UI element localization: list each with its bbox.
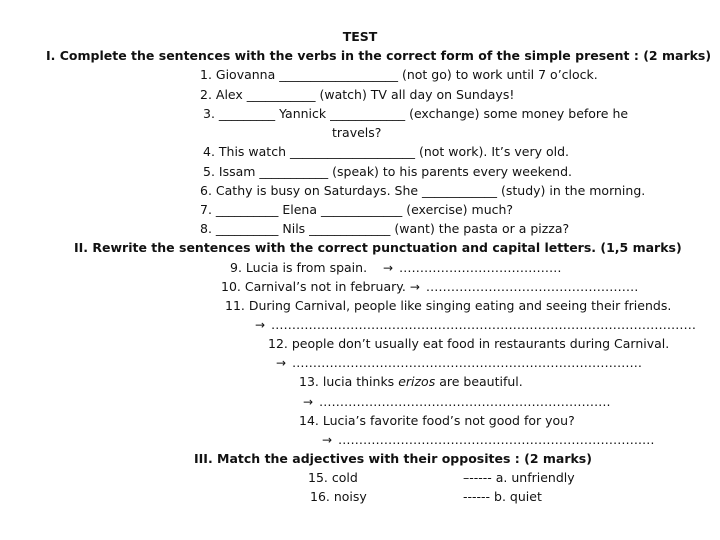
rewrite-13-italic-word: erizos [398, 374, 436, 389]
rewrite-14: 14. Lucia’s favorite food’s not good for you? [299, 413, 575, 428]
sentence-3: 3. _________ Yannick ____________ (exchange) some money before he [203, 106, 629, 121]
rewrite-13 [299, 376, 523, 389]
match-left-16: 16. noisy [310, 489, 367, 504]
arrow-right-icon: → [303, 395, 314, 409]
sentence-5: 5. Issam ___________ (speak) to his parents every weekend. [203, 164, 572, 179]
match-right-a: –----- a. unfriendly [463, 470, 575, 485]
arrow-right-icon: → [255, 318, 266, 332]
answer-line-10: …………………………………………… [425, 279, 639, 294]
sentence-3-continued: travels? [332, 125, 382, 140]
rewrite-9 [230, 262, 562, 275]
answer-12 [276, 357, 642, 370]
sentence-7: 7. __________ Elena _____________ (exercise) much? [200, 202, 514, 217]
section-1-heading: I. Complete the sentences with the verbs in the correct form of the simple present : (2 marks) [46, 48, 712, 63]
rewrite-13-pre: 13. lucia thinks [299, 374, 395, 389]
sentence-1: 1. Giovanna ___________________ (not go) to work until 7 o’clock. [200, 67, 598, 82]
answer-14 [322, 434, 655, 447]
arrow-right-icon: → [409, 280, 420, 294]
rewrite-11: 11. During Carnival, people like singing eating and seeing their friends. [225, 298, 672, 313]
answer-line-11: ………………………………………………………………………………………… [271, 317, 697, 332]
sentence-2: 2. Alex ___________ (watch) TV all day on Sundays! [200, 87, 515, 102]
answer-11 [255, 319, 696, 332]
answer-line-9: ………………………………… [399, 260, 562, 275]
answer-line-14: ……………………………………………………………….… [338, 432, 655, 447]
match-row-15 [308, 472, 358, 485]
rewrite-10-text: 10. Carnival’s not in february. [221, 279, 406, 294]
answer-13 [303, 396, 611, 409]
match-row-16 [310, 491, 367, 504]
answer-line-13: ……………………………………………………………. [319, 394, 611, 409]
rewrite-13-post: are beautiful. [439, 374, 523, 389]
test-title: TEST [342, 29, 378, 44]
rewrite-12: 12. people don’t usually eat food in restaurants during Carnival. [268, 336, 670, 351]
sentence-6: 6. Cathy is busy on Saturdays. She ____________ (study) in the morning. [200, 183, 646, 198]
answer-line-12: ………………………………………………………………………… [292, 355, 643, 370]
section-2-heading: II. Rewrite the sentences with the correct punctuation and capital letters. (1,5 marks) [74, 240, 682, 255]
rewrite-10 [221, 281, 638, 294]
sentence-4: 4. This watch ____________________ (not work). It’s very old. [203, 144, 570, 159]
match-right-b: ------ b. quiet [463, 489, 542, 504]
rewrite-9-text: 9. Lucia is from spain. [230, 260, 368, 275]
arrow-right-icon: → [322, 433, 333, 447]
match-left-15: 15. cold [308, 470, 358, 485]
sentence-8: 8. __________ Nils _____________ (want) the pasta or a pizza? [200, 221, 570, 236]
arrow-right-icon: → [382, 261, 394, 275]
section-3-heading: III. Match the adjectives with their opposites : (2 marks) [194, 451, 592, 466]
arrow-right-icon: → [276, 356, 287, 370]
